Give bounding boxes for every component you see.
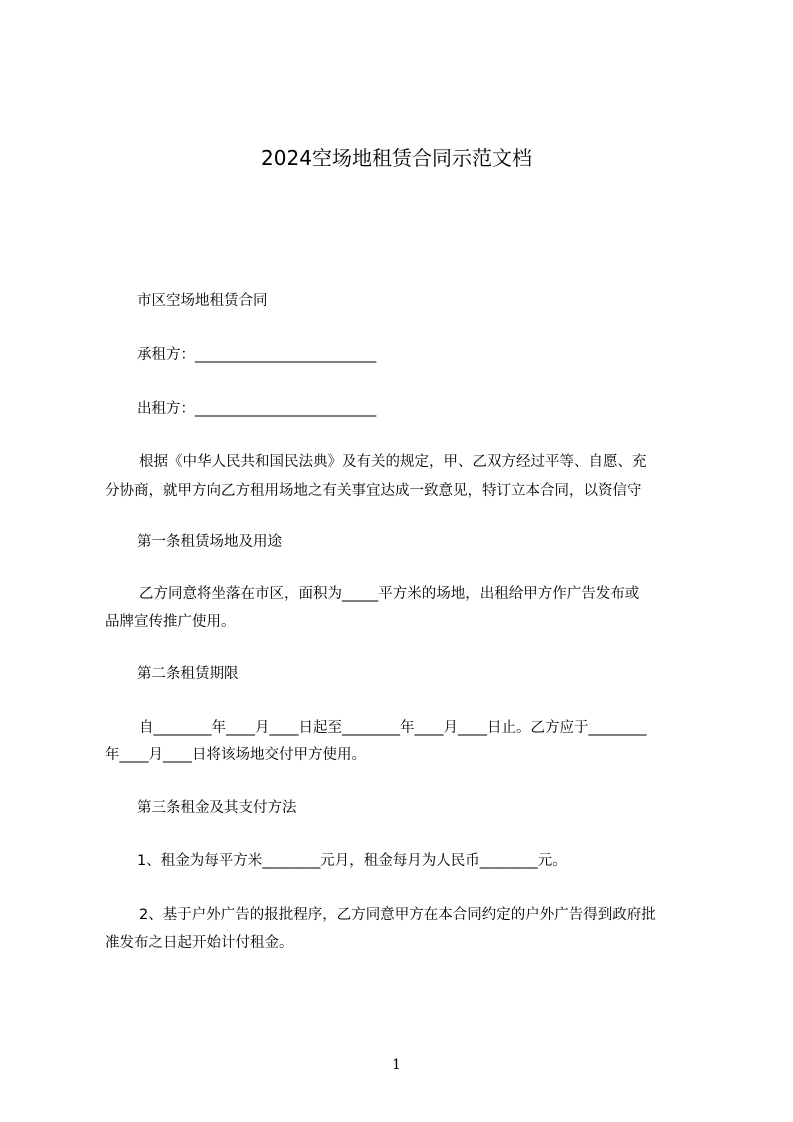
article-1-line-2: 品牌宣传推广使用。 <box>105 614 236 630</box>
lessor-field: 出租方：_________________________ <box>137 401 377 417</box>
contract-subtitle: 市区空场地租赁合同 <box>137 293 268 309</box>
article-2-heading: 第二条租赁期限 <box>137 666 239 682</box>
article-3-clause-1: 1、租金为每平方米________元月，租金每月为人民币________元。 <box>137 853 567 869</box>
preamble-line-1: 根据《中华人民共和国民法典》及有关的规定，甲、乙双方经过平等、自愿、充 <box>139 454 647 470</box>
article-3-heading: 第三条租金及其支付方法 <box>137 800 297 816</box>
article-2-line-2: 年____月____日将该场地交付甲方使用。 <box>105 747 366 763</box>
lessee-field: 承租方：_________________________ <box>137 347 377 363</box>
article-1-heading: 第一条租赁场地及用途 <box>137 534 282 550</box>
article-1-line-1: 乙方同意将坐落在市区，面积为_____平方米的场地，出租给甲方作广告发布或 <box>139 586 640 602</box>
article-3-clause-2-line-2: 准发布之日起开始计付租金。 <box>105 935 294 951</box>
article-2-line-1: 自________年____月____日起至________年____月____日止。乙方应于________ <box>139 720 647 736</box>
document-title: 2024空场地租赁合同示范文档 <box>261 146 532 170</box>
page-number: 1 <box>392 1057 401 1073</box>
preamble-line-2: 分协商，就甲方向乙方租用场地之有关事宜达成一致意见，特订立本合同，以资信守 <box>105 483 642 499</box>
article-3-clause-2-line-1: 2、基于户外广告的报批程序，乙方同意甲方在本合同约定的户外广告得到政府批 <box>139 907 656 923</box>
